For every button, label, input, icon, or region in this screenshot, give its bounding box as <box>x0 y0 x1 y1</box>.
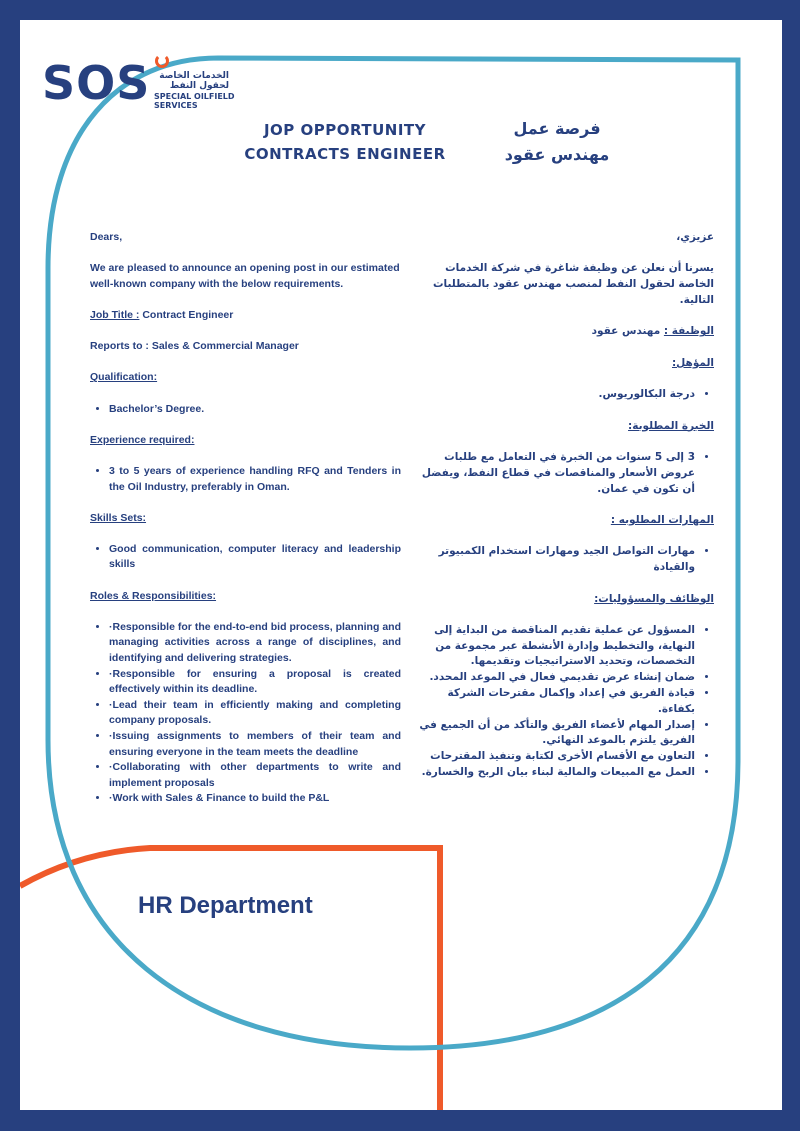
list-item: • مهارات التواصل الجيد ومهارات استخدام الكمبيوتر والقيادة <box>412 544 695 576</box>
arabic-job-title <box>412 324 714 340</box>
arabic-experience-list <box>412 450 714 497</box>
english-roles-list <box>90 620 401 807</box>
logo-english-line2: SERVICES <box>154 101 198 110</box>
list-item: • التعاون مع الأقسام الأخرى لكتابة وتنفيذ المقترحات <box>412 749 695 765</box>
logo-arabic-name: الخدمات الخاصة لحقول النفط <box>159 71 229 91</box>
arabic-roles-heading: الوظائف والمسؤوليات: <box>594 592 714 605</box>
list-item: • إصدار المهام لأعضاء الفريق والتأكد من أن الجميع في الفريق يلتزم بالموعد النهائي. <box>412 718 695 750</box>
hr-department-signature: HR Department <box>138 892 313 919</box>
english-title <box>220 118 470 166</box>
english-qualification-list <box>90 402 401 418</box>
arabic-title <box>482 116 632 168</box>
list-item: • ·Issuing assignments to members of their team and ensuring everyone in the team meets the deadline <box>109 729 401 760</box>
list-item: • 3 إلى 5 سنوات من الخبرة في التعامل مع طلبات عروض الأسعار والمناقصات في قطاع النفط، ويفضل أن تكون في عمان. <box>412 450 695 497</box>
english-skills-heading: Skills Sets: <box>90 511 147 524</box>
arabic-title-line2: مهندس عقود <box>504 145 610 164</box>
list-item: • المسؤول عن عملية تقديم المناقصة من البداية إلى النهاية، والتخطيط وإدارة الأنشطة عبر مجموعة من التخصصات، وتحديد الاستراتيجيات وتقديمها. <box>412 623 695 670</box>
arabic-greeting: عزيزي، <box>676 231 714 243</box>
arabic-experience-heading: الخبرة المطلوبة: <box>628 419 714 432</box>
list-item: • 3 to 5 years of experience handling RFQ and Tenders in the Oil Industry, preferably in Oman. <box>109 464 401 495</box>
list-item: • ·Responsible for the end-to-end bid process, planning and managing activities across a range of disciplines, and identifying and delivering strategies. <box>109 620 401 667</box>
arabic-intro: يسرنا أن نعلن عن وظيفة شاغرة في شركة الخدمات الخاصة لحقول النفط لمنصب مهندس عقود بالمتطلبات التالية. <box>432 262 714 306</box>
english-skills-list <box>90 542 401 573</box>
english-experience-list <box>90 464 401 495</box>
arabic-job-title-label: الوظيفة : <box>663 325 714 338</box>
english-column <box>90 230 401 823</box>
logo-flame-icon <box>155 54 169 68</box>
list-item: • ·Work with Sales & Finance to build the P&L <box>109 791 401 807</box>
arabic-skills-list <box>412 544 714 576</box>
english-roles-heading: Roles & Responsibilities: <box>90 589 217 602</box>
list-item: • ·Collaborating with other departments to write and implement proposals <box>109 760 401 791</box>
list-item: • درجة البكالوريوس. <box>412 387 695 403</box>
arabic-roles-list <box>412 623 714 781</box>
list-item: • قيادة الفريق في إعداد وإكمال مقترحات الشركة بكفاءة. <box>412 686 695 718</box>
english-job-title <box>90 308 401 324</box>
arabic-column <box>412 230 714 796</box>
list-item: • ·Responsible for ensuring a proposal is created effectively within its deadline. <box>109 667 401 698</box>
english-intro: We are pleased to announce an opening post in our estimated well-known company with the below requirements. <box>90 262 400 290</box>
english-qualification-heading: Qualification: <box>90 371 158 384</box>
english-job-title-label: Job Title : <box>90 308 140 321</box>
arabic-title-line1: فرصة عمل <box>513 119 601 138</box>
english-title-line2: CONTRACTS ENGINEER <box>244 145 446 163</box>
arabic-qualification-list <box>412 387 714 403</box>
logo-sos-text: SOS <box>42 56 151 110</box>
english-experience-heading: Experience required: <box>90 433 195 446</box>
arabic-skills-heading: المهارات المطلوبه : <box>610 513 714 526</box>
english-title-line1: JOP OPPORTUNITY <box>263 121 427 139</box>
document-sheet <box>20 20 782 1110</box>
list-item: • العمل مع المبيعات والمالية لبناء بيان الربح والخسارة. <box>412 765 695 781</box>
english-greeting: Dears, <box>90 231 123 243</box>
english-reports-to: Reports to : Sales & Commercial Manager <box>90 340 299 353</box>
company-logo <box>42 54 257 122</box>
list-item: • ضمان إنشاء عرض تقديمي فعال في الموعد المحدد. <box>412 670 695 686</box>
arabic-qualification-heading: المؤهل: <box>671 356 714 369</box>
list-item: • Good communication, computer literacy and leadership skills <box>109 542 401 573</box>
english-job-title-value: Contract Engineer <box>139 308 234 321</box>
arabic-job-title-value: مهندس عقود <box>591 325 664 338</box>
list-item: • ·Lead their team in efficiently making and completing company proposals. <box>109 698 401 729</box>
logo-english-line1: SPECIAL OILFIELD <box>154 92 235 101</box>
logo-english-name <box>154 92 235 110</box>
list-item: • Bachelor’s Degree. <box>109 402 401 418</box>
